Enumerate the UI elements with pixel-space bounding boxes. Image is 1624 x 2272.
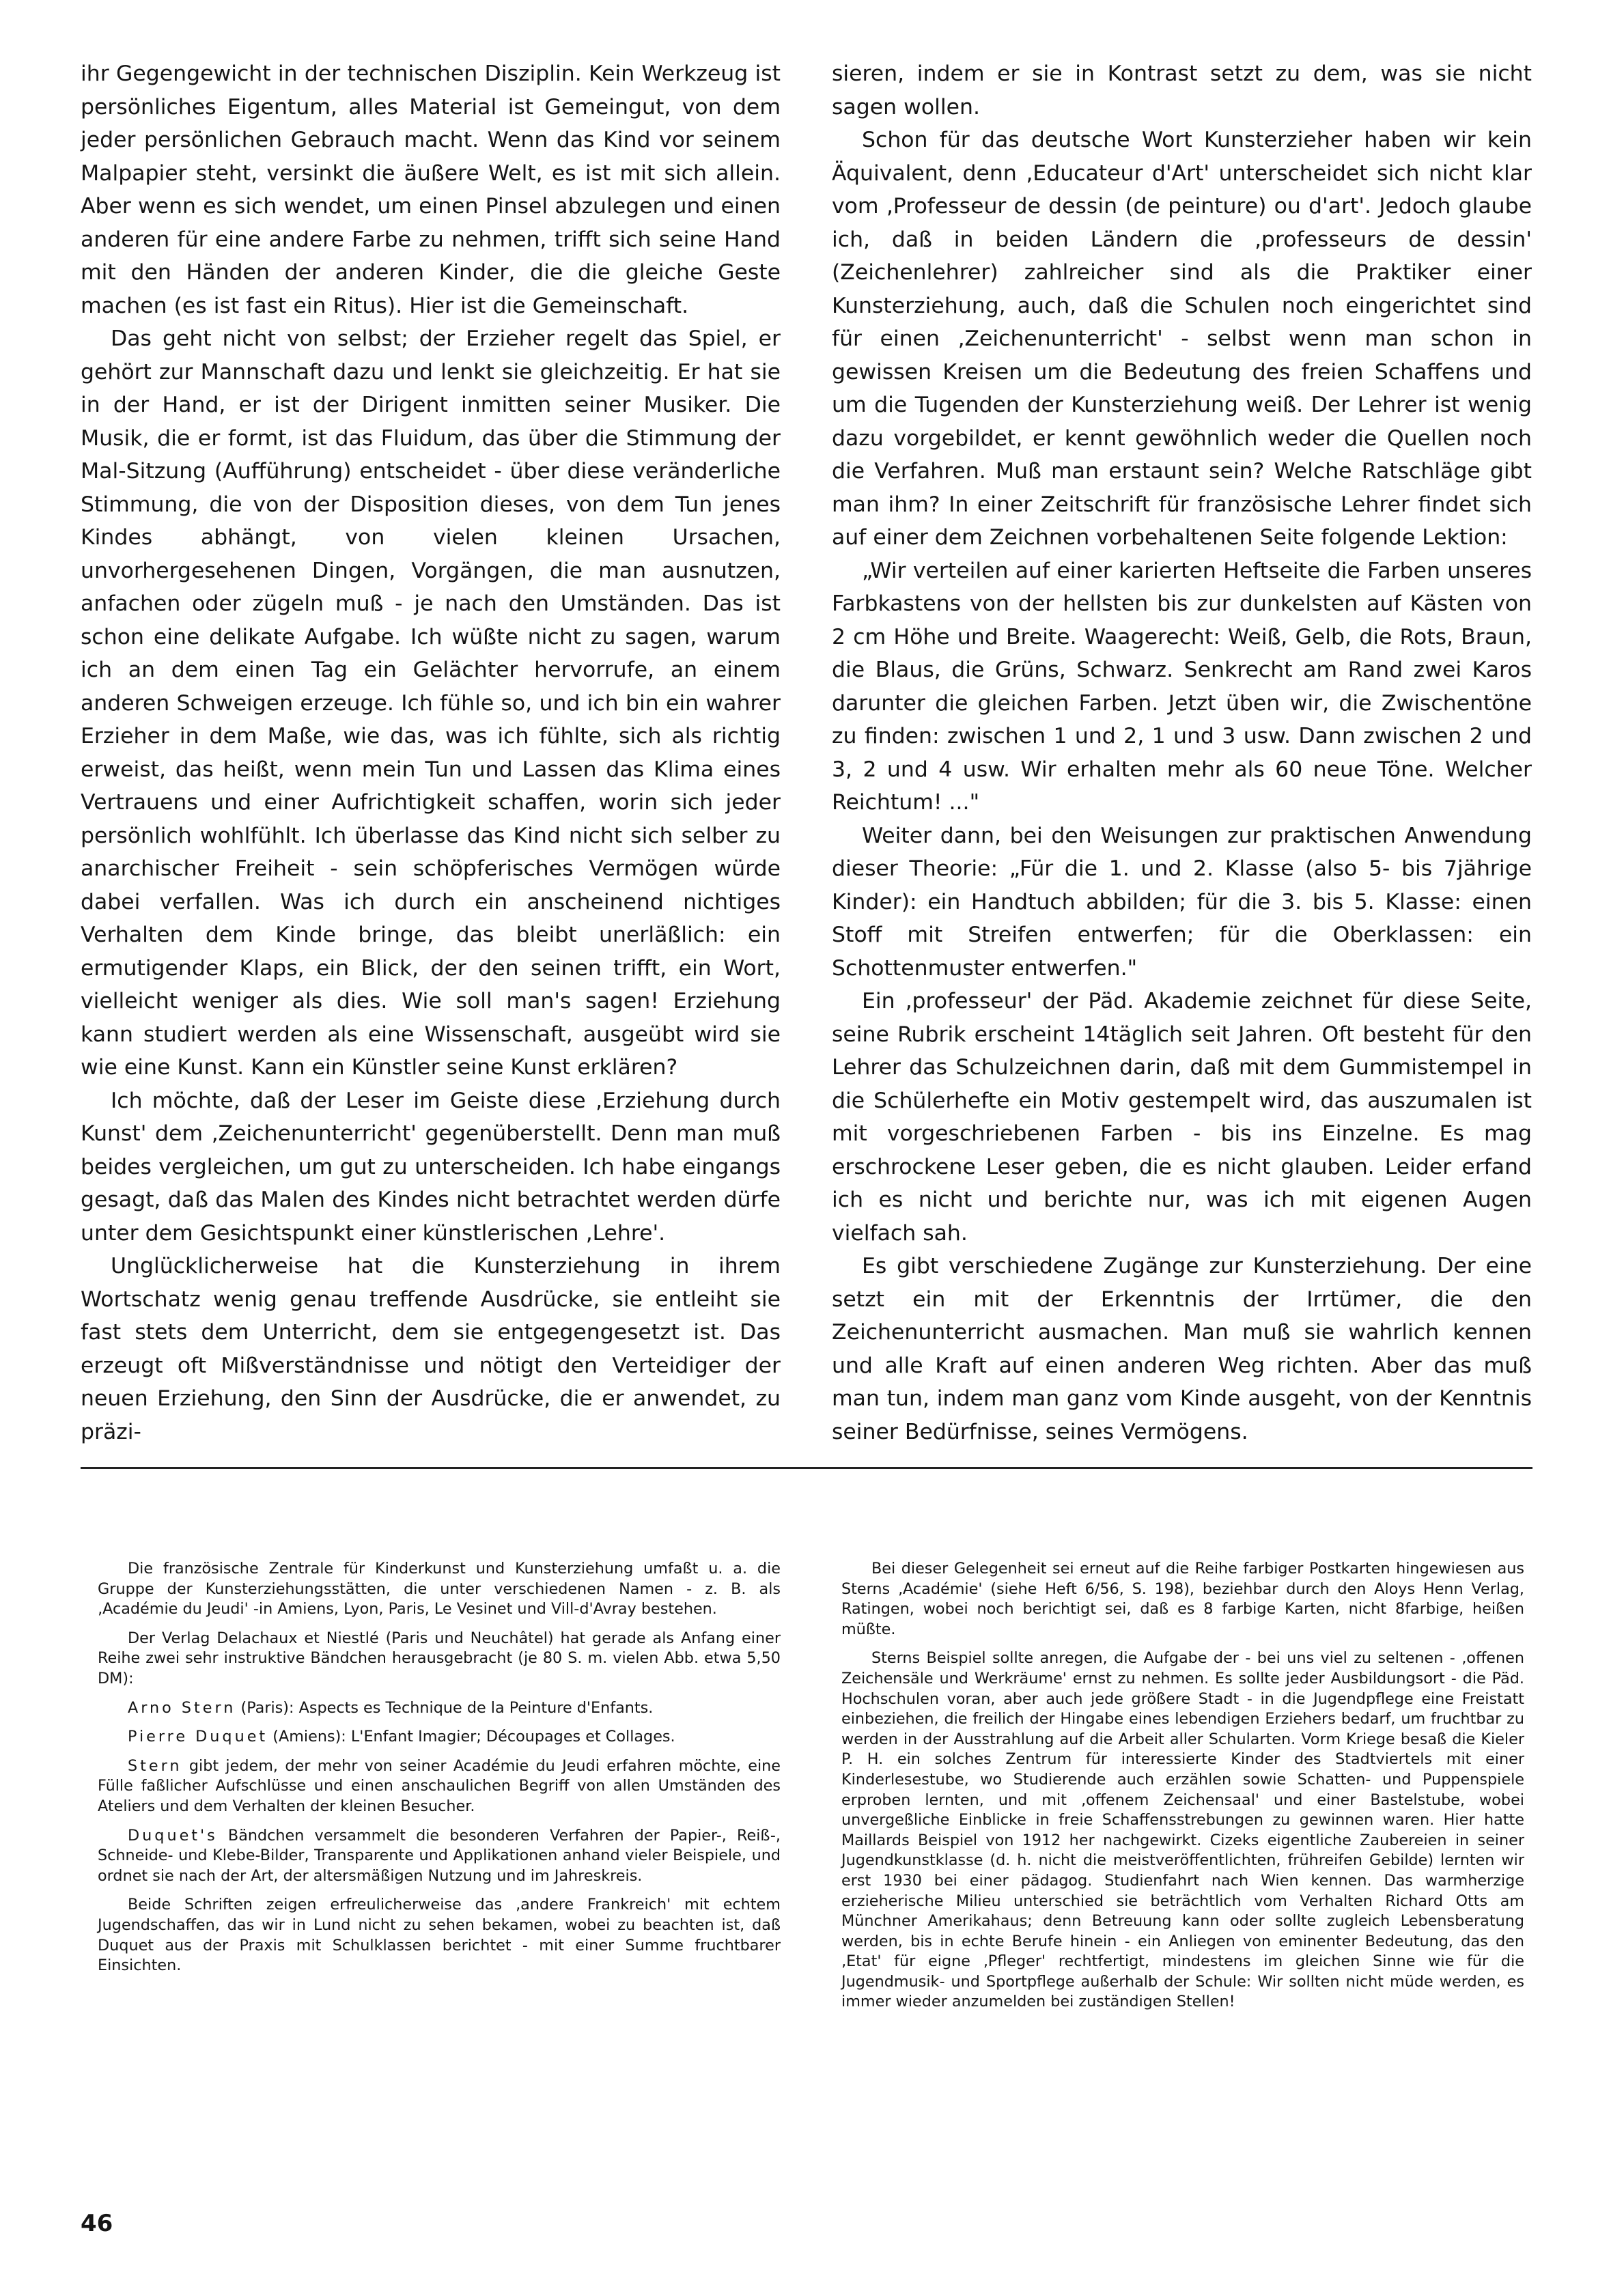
note-paragraph: Beide Schriften zeigen erfreulicherweise das ‚andere Frankreich' mit echtem Jugendschaffen, das wir in Lund nicht zu sehen bekamen, wobei zu beachten ist, daß Duquet aus der Praxis mit Schulklassen berichtet - mit einer Summe fruchtbarer Einsichten. bbox=[98, 1896, 781, 1975]
main-column-right bbox=[832, 57, 1532, 1448]
note-paragraph bbox=[98, 1756, 781, 1817]
note-paragraph bbox=[98, 1826, 781, 1887]
body-paragraph: Weiter dann, bei den Weisungen zur praktischen Anwendung dieser Theorie: „Für die 1. und 2. Klasse (also 5- bis 7jährige Kinder): ein Handtuch abbilden; für die 3. bis 5. Klasse: einen Stoff mit Streifen entwerfen; für die Oberklassen: ein Schottenmuster entwerfen." bbox=[832, 823, 1532, 981]
body-paragraph: Es gibt verschiedene Zugänge zur Kunsterziehung. Der eine setzt ein mit der Erkenntnis der Irrtümer, die den Zeichenunterricht ausmachen. Man muß sie wahrlich kennen und alle Kraft auf einen anderen Weg richten. Aber das muß man tun, indem man ganz vom Kinde ausgeht, von der Kenntnis seiner Bedürfnisse, seines Vermögens. bbox=[832, 1254, 1532, 1444]
notes-column-right bbox=[841, 1559, 1524, 2021]
book-entry bbox=[98, 1727, 781, 1748]
book-entry bbox=[98, 1698, 781, 1719]
main-column-left bbox=[81, 57, 781, 1448]
quoted-lesson: „Wir verteilen auf einer karierten Heftseite die Farben unseres Farbkastens von der hellsten bis zur dunkelsten auf Kästen von 2 cm Höhe und Breite. Waagerecht: Weiß, Gelb, die Rots, Braun, die Blaus, die Grüns, Schwarz. Senkrecht am Rand zwei Karos darunter die gleichen Farben. Jetzt üben wir, die Zwischentöne zu finden: zwischen 1 und 2, 1 und 3 usw. Dann zwischen 2 und 3, 2 und 4 usw. Wir erhalten mehr als 60 neue Töne. Welcher Reichtum! ..." bbox=[832, 558, 1532, 815]
book-author: Arno Stern bbox=[128, 1698, 236, 1717]
body-paragraph: Unglücklicherweise hat die Kunsterziehung in ihrem Wortschatz wenig genau treffende Ausdrücke, sie entleiht sie fast stets dem Unterricht, dem sie entgegengesetzt ist. Das erzeugt oft Mißverständnisse und nötigt den Verteidiger der neuen Erziehung, den Sinn der Ausdrücke, die er anwendet, zu präzi- bbox=[81, 1254, 781, 1444]
note-paragraph: Sterns Beispiel sollte anregen, die Aufgabe der - bei uns viel zu seltenen - ‚offenen Zeichensäle und Werkräume' ernst zu nehmen. Es sollte jeder Ausbildungsort - die Päd. Hochschulen voran, aber auch jede größere Stadt - in die Jugendpflege eine Freistatt einbeziehen, die freilich der Hingabe eines lebendigen Erziehers bedarf, um fruchtbar zu werden in der Ausstrahlung auf die Arbeit aller Schularten. Vorm Kriege besaß die Kieler P. H. ein solches Zentrum für interessierte Kinder des Stadtviertels mit einer Kinderlesestube, wo Studierende auch erzählen sowie Schatten- und Puppenspiele erproben lernten, und mit ‚offenem Zeichensaal' und einer Bastelstube, wobei unvergeßliche Einblicke in freie Schaffensstrebungen zu gewinnen waren. Hier hatte Maillards Beispiel von 1912 her nachgewirkt. Cizeks eigentliche Zaubereien in seiner Jugendkunstklasse (d. h. nicht die meistveröffentlichten, frühreifen Gebilde) lernten wir erst 1930 bei einer pädagog. Studienfahrt nach Wien kennen. Das warmherzige erzieherische Milieu unterschied sie beträchtlich vom Verhalten Richard Otts am Münchner Amerikahaus; denn Betreuung kann oder sollte zugleich Lebensberatung werden, bis in echte Berufe hinein - ein Anliegen von eminenter Bedeutung, das den ‚Etat' für eigne ‚Pfleger' rechtfertigt, mindestens im gleichen Sinne wie für die Jugendmusik- und Sportpflege außerhalb der Schule: Wir sollten nicht müde werden, es immer wieder anzumelden bei zuständigen Stellen! bbox=[841, 1649, 1524, 2011]
author-name: Stern bbox=[128, 1756, 182, 1775]
book-title: (Paris): Aspects es Technique de la Peinture d'Enfants. bbox=[236, 1698, 654, 1717]
body-paragraph: Ein ‚professeur' der Päd. Akademie zeichnet für diese Seite, seine Rubrik erscheint 14täglich seit Jahren. Oft besteht für den Lehrer das Schulzeichnen darin, daß mit dem Gummistempel in die Schülerhefte ein Motiv gestempelt wird, das auszumalen ist mit vorgeschriebenen Farben - bis ins Einzelne. Es mag erschrockene Leser geben, die es nicht glauben. Leider erfand ich es nicht und berichte nur, was ich mit eigenen Augen vielfach sah. bbox=[832, 989, 1532, 1246]
author-name: Duquet's bbox=[128, 1826, 218, 1845]
note-text: Bändchen versammelt die besonderen Verfahren der Papier-, Reiß-, Schneide- und Klebe-Bilder, Transparente und Applikationen anhand vieler Beispiele, und ordnet sie nach der Art, der altersmäßigen Nutzung und im Jahreskreis. bbox=[98, 1826, 781, 1885]
body-paragraph: sieren, indem er sie in Kontrast setzt zu dem, was sie nicht sagen wollen. bbox=[832, 61, 1532, 120]
body-paragraph: Das geht nicht von selbst; der Erzieher regelt das Spiel, er gehört zur Mannschaft dazu und lenkt sie gleichzeitig. Er hat sie in der Hand, er ist der Dirigent inmitten seiner Musiker. Die Musik, die er formt, ist das Fluidum, das über die Stimmung der Mal-Sitzung (Aufführung) entscheidet - über diese veränderliche Stimmung, die von der Disposition dieses, von dem Tun jenes Kindes abhängt, von vielen kleinen Ursachen, unvorhergesehenen Dingen, Vorgängen, die man ausnutzen, anfachen oder zügeln muß - je nach den Umständen. Das ist schon eine delikate Aufgabe. Ich wüßte nicht zu sagen, warum ich an dem einen Tag ein Gelächter hervorrufe, an einem anderen Schweigen erzeuge. Ich fühle so, und ich bin ein wahrer Erzieher in dem Maße, wie das, was ich fühlte, sich als richtig erweist, das heißt, wenn mein Tun und Lassen das Klima eines Vertrauens und einer Aufrichtigkeit schaffen, worin sich jeder persönlich wohlfühlt. Ich überlasse das Kind nicht sich selber zu anarchischer Freiheit - sein schöpferisches Vermögen würde dabei verfallen. Was ich durch ein anscheinend nichtiges Verhalten dem Kinde bringe, das bleibt unerläßlich: ein ermutigender Klaps, ein Blick, der den seinen trifft, ein Wort, vielleicht weniger als dies. Wie soll man's sagen! Erziehung kann studiert werden als eine Wissenschaft, ausgeübt wird sie wie eine Kunst. Kann ein Künstler seine Kunst erklären? bbox=[81, 326, 781, 1080]
body-paragraph: Ich möchte, daß der Leser im Geiste diese ‚Erziehung durch Kunst' dem ‚Zeichenunterricht' gegenüberstellt. Denn man muß beides vergleichen, um gut zu unterscheiden. Ich habe eingangs gesagt, daß das Malen des Kindes nicht betrachtet werden dürfe unter dem Gesichtspunkt einer künstlerischen ‚Lehre'. bbox=[81, 1088, 781, 1246]
note-paragraph: Der Verlag Delachaux et Niestlé (Paris und Neuchâtel) hat gerade als Anfang einer Reihe zwei sehr instruktive Bändchen herausgebracht (je 80 S. m. vielen Abb. etwa 5,50 DM): bbox=[98, 1629, 781, 1687]
book-author: Pierre Duquet bbox=[128, 1728, 268, 1746]
note-paragraph: Die französische Zentrale für Kinderkunst und Kunsterziehung umfaßt u. a. die Gruppe der Kunsterziehungsstätten, die unter verschiedenen Namen - z. B. als ‚Académie du Jeudi' -in Amiens, Lyon, Paris, Le Vesinet und Vill-d'Avray bestehen. bbox=[98, 1560, 781, 1618]
page-number: 46 bbox=[81, 2210, 113, 2237]
note-text: gibt jedem, der mehr von seiner Académie du Jeudi erfahren möchte, eine Fülle faßlicher Aufschlüsse und einen anschaulichen Begriff von allen Umständen des Ateliers und dem Verhalten der kleinen Besucher. bbox=[98, 1756, 781, 1815]
book-title: (Amiens): L'Enfant Imagier; Découpages et Collages. bbox=[268, 1728, 675, 1746]
note-paragraph: Bei dieser Gelegenheit sei erneut auf die Reihe farbiger Postkarten hingewiesen aus Sterns ‚Académie' (siehe Heft 6/56, S. 198), beziehbar durch den Aloys Henn Verlag, Ratingen, wobei noch berichtigt sei, daß es 8 farbige Karten, nicht 8farbige, heißen müßte. bbox=[841, 1560, 1524, 1638]
body-paragraph: ihr Gegengewicht in der technischen Disziplin. Kein Werkzeug ist persönliches Eigentum, alles Material ist Gemeingut, von dem jeder persönlichen Gebrauch macht. Wenn das Kind vor seinem Malpapier steht, versinkt die äußere Welt, es ist mit sich allein. Aber wenn es sich wendet, um einen Pinsel abzulegen und einen anderen für eine andere Farbe zu nehmen, trifft sich seine Hand mit den Händen der anderen Kinder, die die gleiche Geste machen (es ist fast ein Ritus). Hier ist die Gemeinschaft. bbox=[81, 61, 781, 318]
notes-column-left bbox=[98, 1559, 781, 1985]
body-paragraph: Schon für das deutsche Wort Kunsterzieher haben wir kein Äquivalent, denn ‚Educateur d'Art' unterscheidet sich nicht klar vom ‚Professeur de dessin (de peinture) ou d'art'. Jedoch glaube ich, daß in beiden Ländern die ‚professeurs de dessin' (Zeichenlehrer) zahlreicher sind als die Praktiker einer Kunsterziehung, auch, daß die Schulen noch eingerichtet sind für einen ‚Zeichenunterricht' - selbst wenn man schon in gewissen Kreisen um die Bedeutung des freien Schaffens und um die Tugenden der Kunsterziehung weiß. Der Lehrer ist wenig dazu vorgebildet, er kennt gewöhnlich weder die Quellen noch die Verfahren. Muß man erstaunt sein? Welche Ratschläge gibt man ihm? In einer Zeitschrift für französische Lehrer findet sich auf einer dem Zeichnen vorbehaltenen Seite folgende Lektion: bbox=[832, 128, 1532, 550]
section-divider bbox=[81, 1467, 1532, 1469]
